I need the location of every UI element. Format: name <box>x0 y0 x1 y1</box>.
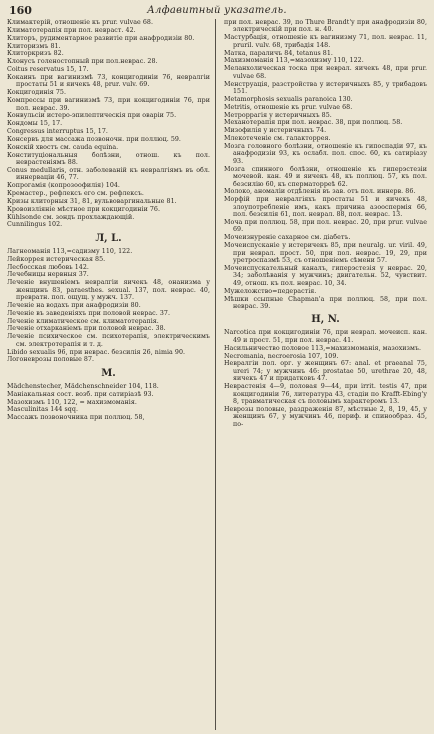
index-entry: Метроррагія у истеричныхъ 85. <box>224 111 332 119</box>
index-entry: Меланхолическая тоска при неврал. яичекъ 48, при prur. vulvae 68. <box>224 65 427 80</box>
index-entry: Кремастер., рефлексъ его см. рефлексъ. <box>7 190 144 197</box>
index-entry: Леченіе климатическое см. климатотерапія. <box>7 317 159 325</box>
index-entry: Мазохизмъ 110, 122, = махизмоманія. <box>7 398 137 406</box>
index-entry: Лейкоррея истерическая 85. <box>7 255 106 263</box>
index-entry: Кокцигодинія 75. <box>7 89 67 97</box>
index-entry: Congressus interruptus 15, 17. <box>7 128 108 136</box>
index-entry: Kühlsonde см. зондъ прохлаждающій. <box>7 213 135 221</box>
index-entry: Мозга головного болѣзни, отношеніе къ гипоспадіи 97, къ анафродизіи 93, къ ослабл. пол. спос. 60, къ сатиріазу 93. <box>224 142 427 165</box>
index-entry: Леченіе на водахъ при анафродизіи 80. <box>7 301 141 309</box>
index-entry: Леченіе въ заведеніяхъ при половой неврас. 37. <box>7 309 171 317</box>
index-entry: при пол. неврас. 39, по Thure Brandt'y при анафродизіи 80, электрическій при пол. н. 40. <box>224 19 427 34</box>
index-entry: Компрессы при вагинизмѣ 73, при кокцигодиніи 76, при пол. неврас. 39. <box>7 97 210 112</box>
index-entry: Metamorphosis sexualis paranoica 130. <box>224 95 353 103</box>
section-heading: Л, L. <box>95 232 122 244</box>
index-entry: Насильничество половое 113,=махизмоманія, мазохизмъ. <box>224 344 422 352</box>
index-entry: Климатотерапія при пол. невраст. 42. <box>7 26 136 34</box>
index-entry: Мѣшки ссыпные Chapman'а при поллюц. 58, при пол. неврас. 39. <box>224 295 427 310</box>
index-entry: Конвульсіи истеро-эпилептическія при оваріи 75. <box>7 112 177 120</box>
index-entry: Махизмоманія 113,=мазохизму 110, 122. <box>224 57 364 65</box>
index-entry: Мастурбація, отношеніе къ вагинизму 71, пол. неврас. 11, pruril. vulv. 68, трибадія 148. <box>224 34 427 49</box>
index-entry: Консервъ для массажа позвоночн. при поллюц. 59. <box>7 135 181 143</box>
index-entry: Cunnilingus 102. <box>7 221 63 229</box>
page-number: 160 <box>9 4 32 17</box>
index-entry: Клонусъ голеностопный при пол.неврас. 28. <box>7 58 158 66</box>
index-entry: Кокаинъ при вагинизмѣ 73, концигодиніи 76, невралгіи простаты 51 и яичекъ 48, prur. vulv. 69. <box>7 73 210 89</box>
index-entry: Матка, параличъ 84, tetanus 81. <box>224 49 333 57</box>
index-entry: Маніакальная сост. возб. при сатиріазѣ 93. <box>7 390 154 398</box>
index-entry: Копрогамія (копрозоофилія) 104. <box>7 182 120 190</box>
index-entry: Кондомы 15, 17. <box>7 120 63 128</box>
column-divider <box>215 19 216 730</box>
index-entry: Мочеизнуреніе сахарное см. діабетъ. <box>224 234 351 242</box>
index-entry: Леченіе психическое см. психотерапія, электрическимъ см. электротерапія и т. д. <box>7 333 210 348</box>
index-entry: Мочеиспусканіе у истеричекъ 85, при neuralg. ur. viril. 49, при неврал. прост. 50, при пол. неврас. 19, 29, при уретроспазмѣ 53, съ отношеніемъ сѣмени 57. <box>224 242 427 265</box>
index-entry: Массажъ позвоночника при поллюц. 58, <box>7 414 145 422</box>
index-entry: Necromania, necroerosia 107, 109. <box>224 352 339 360</box>
index-entry: Леченіе отхарканіемъ при половой неврас. 38. <box>7 325 166 333</box>
right-column <box>224 19 427 730</box>
index-entry: Менструація, разстройства у истеричныхъ 85, у трибадовъ 151. <box>224 80 427 96</box>
index-entry: Клиторъ, рудиментарное развитіе при анафродизіи 80. <box>7 34 195 42</box>
index-entry: Клиторкризъ 82. <box>7 50 64 58</box>
index-entry: Narcotica при кокцигодиніи 76, при неврал. мочеисп. кан. 49 и прост. 51, при пол. неврас. 41. <box>224 329 427 344</box>
index-entry: Механотерапія при пол. неврас. 38, при поллюц. 58. <box>224 119 403 127</box>
index-entry: Мочеиспускательный каналъ, гиперэстезія у неврас. 20, 34; заболѣванія у мужчинъ; двигательн. 52, чувствит. 49, отнош. къ пол. неврас. 10, 34. <box>224 264 427 287</box>
section-heading: M. <box>101 367 116 379</box>
index-entry: Морфій при невралгіяхъ простаты 51 и яичекъ 48, злоупотребленіе имъ, какъ причина азооспермія 66, пол. безсилія 61, пол. неврал. 88, пол. неврас. 13. <box>224 196 427 219</box>
index-entry: Леченіе внушеніемъ невралгіи яичекъ 48, онанизма у женщинъ 83, paraesthes. sexual. 137, пол. неврас. 40, превратн. пол. ощущ. у мужч. 137. <box>7 279 210 302</box>
index-entry: Coitus reservatus 15, 17. <box>7 66 89 74</box>
index-entry: Моча при поллюц. 58, при пол. неврас. 20, при prur. vulvae 69. <box>224 219 427 234</box>
index-entry: Млекотеченіе см. галакторрея. <box>224 135 331 143</box>
index-entry: Мужеложство=педерастія. <box>224 287 317 295</box>
index-columns <box>7 19 427 730</box>
index-entry: Неврозы половые, раздраженія 87, мѣстные 2, 8, 19, 45, у женщинъ 67, у мужчинъ 46, периф. и спинообраз. 45, по- <box>224 405 427 428</box>
index-entry: Клиторизмъ 81. <box>7 42 61 50</box>
index-entry: Masculinitas 144 sqq. <box>7 406 78 414</box>
index-entry: Libido sexualis 96, при неврас. безсилія 26, nimia 90. <box>7 348 186 356</box>
index-entry: Логоневрозы половые 87. <box>7 356 95 364</box>
index-entry: Молоко, аномаліи отдѣленія въ зав. отъ пол. иннерв. 86. <box>224 188 416 196</box>
index-entry: Лагнеоманія 113,=садизму 110, 122. <box>7 247 133 255</box>
index-entry: Конскій хвостъ см. cauda equina. <box>7 143 119 151</box>
index-entry: Конституціональныя болѣзни, отнош. къ пол. неврастеніямъ 88. <box>7 151 210 167</box>
index-entry: Metritis, отношеніе къ prur. vulvae 68. <box>224 103 353 111</box>
index-entry: Климактерій, отношеніе къ prur. vulvae 68. <box>7 19 154 26</box>
index-entry: Мозга спинного болѣзни, отношеніе къ гиперэстезіи мочевой. кан. 49 и яичекъ 48, къ поллюц. 57, къ пол. безсилію 60, къ сперматорреѣ 62. <box>224 165 427 188</box>
index-entry: Кризы клиторныя 31, 81, вульвоваргинальные 81. <box>7 197 177 205</box>
running-title: Алфавитный указатель. <box>147 5 287 16</box>
index-entry: Mädchenstecher, Mädchenschneider 104, 118. <box>7 382 159 390</box>
index-entry: Conus medullaris, отн. заболеваній къ невралгіямъ въ обл. иннерваціи 46, 77. <box>7 166 210 182</box>
index-entry: Лесбосская любовь 142. <box>7 263 89 271</box>
page-header <box>7 4 427 20</box>
index-entry: Лечебницы нервныя 37. <box>7 271 89 279</box>
index-entry: Невралгіи пол. орг. у женщинъ 67: anal. et praeanal 75, ureri 74; у мужчинъ 46: prostatae 50, urethrae 20, 48, яичекъ 47 и придатковъ 47. <box>224 360 427 383</box>
left-column <box>7 19 210 730</box>
index-entry: Неврастенія 4—9, половая 9—44, при irrit. testis 47, при кокцигодиніи 76, литература 43, стадіи по Krafft-Ebing'у 8, травматическая съ половымъ характеромъ 13. <box>224 383 427 406</box>
index-entry: Мизофилія у истеричныхъ 74. <box>224 127 327 135</box>
index-entry: Кровоизліяніе мѣстное при кокцигодиніи 76. <box>7 205 161 213</box>
section-heading: H, N. <box>311 314 340 326</box>
